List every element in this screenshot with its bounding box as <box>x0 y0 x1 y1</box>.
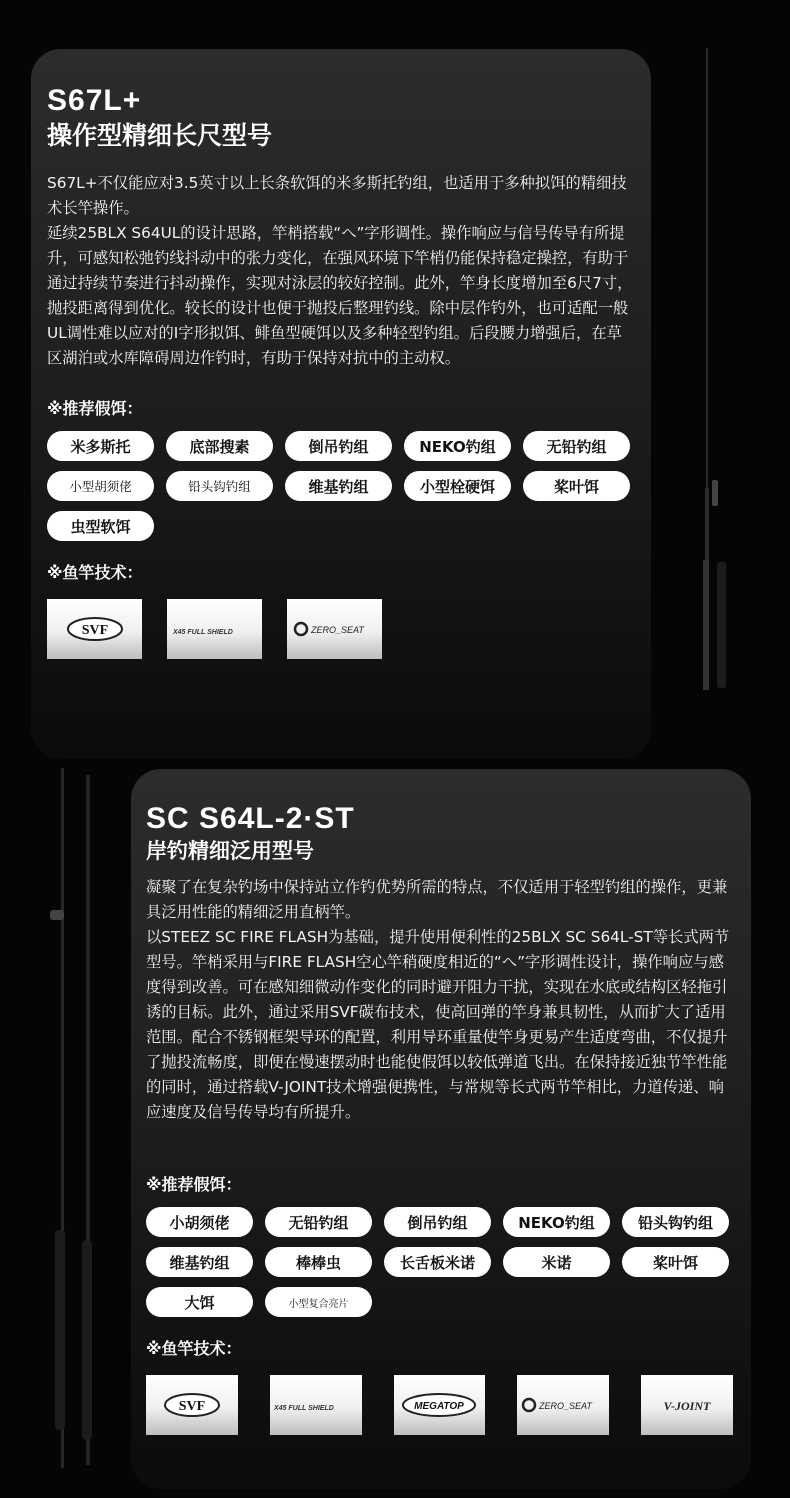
model-card-s67l <box>31 49 651 759</box>
lure-chip-list <box>146 1207 736 1317</box>
lure-chip: 虫型软饵 <box>47 511 154 541</box>
lure-chip: 小胡须佬 <box>146 1207 253 1237</box>
description-paragraph: 以STEEZ SC FIRE FLASH为基础，提升使用便利性的25BLX SC S64L-ST等长式两节型号。竿梢采用与FIRE FLASH空心竿稍硬度相近的“へ”字形调性设计，操作响应与感度得到改善。可在感知细微动作变化的同时避开阻力干扰，实现在水底或结构区轻拖引诱的目标。此外，通过采用SVF碳布技术，使高回弹的竿身兼具韧性，从而扩大了适用范围。配合不锈钢框架导环的配置，利用导环重量使竿身更易产生适度弯曲，不仅提升了抛投流畅度，即便在慢速摆动时也能使假饵以较低弹道飞出。在保持接近独节竿性能的同时，通过搭载V-JOINT技术增强便携性，与常规等长式两节竿相比，力道传递、响应速度及信号传导均有所提升。 <box>146 928 730 1121</box>
description-paragraph: S67L+不仅能应对3.5英寸以上长条软饵的米多斯托钓组，也适用于多种拟饵的精细技术长竿操作。 <box>47 174 627 217</box>
v-joint-logo-icon <box>641 1375 733 1435</box>
lure-chip: 维基钓组 <box>146 1247 253 1277</box>
description-paragraph: 凝聚了在复杂钓场中保持站立作钓优势所需的特点，不仅适用于轻型钓组的操作，更兼具泛用性能的精细泛用直柄竿。 <box>146 878 728 921</box>
lure-chip: 小型胡须佬 <box>47 471 154 501</box>
tech-logo-row <box>146 1375 733 1435</box>
lure-chip: 桨叶饵 <box>523 471 630 501</box>
svf-logo-icon <box>146 1375 238 1435</box>
zero-seat-logo-icon <box>517 1375 609 1435</box>
lure-chip: 桨叶饵 <box>622 1247 729 1277</box>
lure-chip: 米多斯托 <box>47 431 154 461</box>
lure-chip: 长舌板米诺 <box>384 1247 491 1277</box>
model-subtitle: 岸钓精细泛用型号 <box>146 839 314 863</box>
lure-chip: 底部搜素 <box>166 431 273 461</box>
tech-logo-row <box>47 599 633 659</box>
svg-text:SVF: SVF <box>178 1399 206 1414</box>
svg-text:X45 FULL SHIELD: X45 FULL SHIELD <box>172 629 233 636</box>
svg-text:SVF: SVF <box>81 623 108 638</box>
svg-text:X45 FULL SHIELD: X45 FULL SHIELD <box>273 1405 334 1412</box>
lure-section-label: ※推荐假饵： <box>146 1175 242 1194</box>
lure-chip: 维基钓组 <box>285 471 392 501</box>
svg-text:ZERO_SEAT: ZERO_SEAT <box>539 1401 593 1411</box>
x45-full-shield-logo-icon <box>167 599 262 659</box>
lure-chip: NEKO钓组 <box>404 431 511 461</box>
lure-chip: 铅头钩钓组 <box>166 471 273 501</box>
description-paragraph: 延续25BLX S64UL的设计思路，竿梢搭载“へ”字形调性。操作响应与信号传导有所提升，可感知松弛钓线抖动中的张力变化，在强风环境下竿梢仍能保持稳定操控，有助于通过持续节奏进行抖动操作，实现对泳层的较好控制。此外，竿身长度增加至6尺7寸，抛投距离得到优化。较长的设计也便于抛投后整理钓线。除中层作钓外，也可适配一般UL调性难以应对的I字形拟饵、鲱鱼型硬饵以及多种轻型钓组。后段腰力增强后，在草区湖泊或水库障碍周边作钓时，有助于保持对抗中的主动权。 <box>47 224 633 367</box>
lure-chip: 小型栓硬饵 <box>404 471 511 501</box>
lure-chip: 米诺 <box>503 1247 610 1277</box>
lure-chip: 大饵 <box>146 1287 253 1317</box>
lure-chip: 铅头钩钓组 <box>622 1207 729 1237</box>
svg-text:ZERO_SEAT: ZERO_SEAT <box>310 625 364 635</box>
model-description <box>47 171 633 371</box>
model-name: S67L+ <box>47 84 142 117</box>
lure-chip: 棒棒虫 <box>265 1247 372 1277</box>
tech-section-label: ※鱼竿技术： <box>146 1339 242 1358</box>
lure-chip: 小型复合亮片 <box>265 1287 372 1317</box>
tech-section-label: ※鱼竿技术： <box>47 563 143 582</box>
lure-chip: 倒吊钓组 <box>384 1207 491 1237</box>
x45-full-shield-logo-icon <box>270 1375 362 1435</box>
model-card-sc-s64l-2-st <box>131 769 751 1489</box>
lure-chip: 无铅钓组 <box>523 431 630 461</box>
lure-chip: NEKO钓组 <box>503 1207 610 1237</box>
svg-text:MEGATOP: MEGATOP <box>414 1401 465 1412</box>
svf-logo-icon <box>47 599 142 659</box>
model-name: SC S64L-2·ST <box>146 802 355 835</box>
model-description <box>146 875 733 1125</box>
model-subtitle: 操作型精细长尺型号 <box>47 121 273 150</box>
zero-seat-logo-icon <box>287 599 382 659</box>
lure-section-label: ※推荐假饵： <box>47 399 143 418</box>
lure-chip-list <box>47 431 637 541</box>
megatop-logo-icon <box>394 1375 486 1435</box>
svg-text:V-JOINT: V-JOINT <box>663 1399 711 1413</box>
lure-chip: 无铅钓组 <box>265 1207 372 1237</box>
lure-chip: 倒吊钓组 <box>285 431 392 461</box>
